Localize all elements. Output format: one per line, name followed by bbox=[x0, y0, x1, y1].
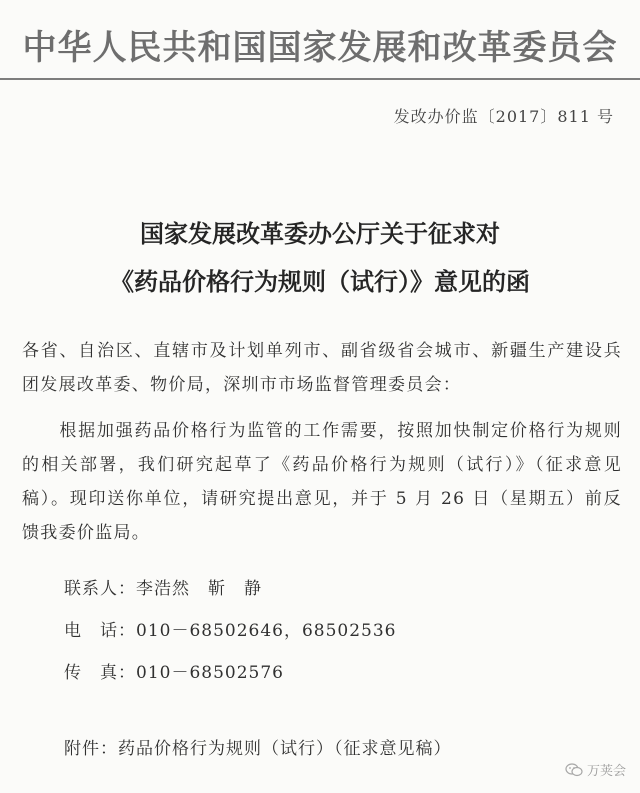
body-paragraph: 根据加强药品价格行为监管的工作需要，按照加快制定价格行为规则的相关部署，我们研究起草了《药品价格行为规则（试行）》（征求意见稿）。现印送你单位，请研究提出意见，并于 5 月 26 日（星期五）前反馈我委价监局。 bbox=[22, 421, 622, 543]
document-title-line-1: 国家发展改革委办公厅关于征求对 bbox=[140, 220, 500, 248]
header-divider bbox=[0, 78, 640, 80]
contact-person: 联系人：李浩然 靳 静 bbox=[64, 579, 262, 599]
wechat-icon bbox=[565, 763, 583, 777]
addressee: 各省、自治区、直辖市及计划单列市、副省级省会城市、新疆生产建设兵团发展改革委、物价局，深圳市市场监督管理委员会： bbox=[22, 341, 622, 395]
watermark-text: 万荚会 bbox=[586, 764, 626, 779]
attachment-note: 附件：药品价格行为规则（试行）（征求意见稿） bbox=[64, 739, 452, 759]
document-title-line-2: 《药品价格行为规则（试行）》意见的函 bbox=[110, 268, 530, 296]
agency-header: 中华人民共和国国家发展和改革委员会 bbox=[22, 28, 618, 68]
contact-fax: 传 真：010－68502576 bbox=[64, 663, 284, 683]
document-number: 发改办价监〔2017〕811 号 bbox=[393, 107, 614, 126]
contact-phone: 电 话：010－68502646，68502536 bbox=[64, 621, 397, 641]
watermark bbox=[565, 760, 626, 779]
